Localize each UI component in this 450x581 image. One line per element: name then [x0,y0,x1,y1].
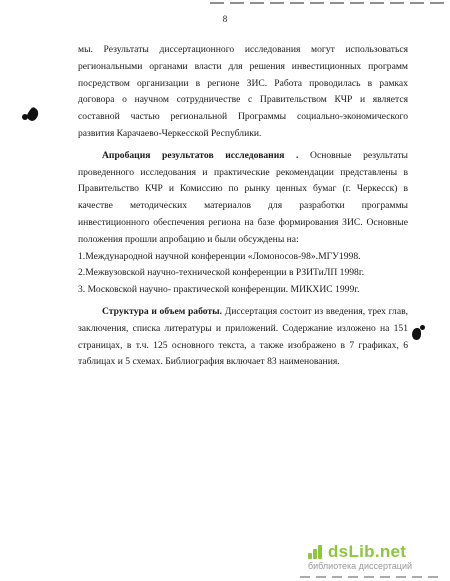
paragraph-text: Диссертация состоит из введения, трех глав, заключения, списка литературы и приложений. Содержание изложено на 151 страницах, в т.ч. 125 основного текста, а также изображено в 7 графиках, 6 таблицах и 5 схемах. Библиография включает 83 наименования. [78,305,409,368]
scan-bottom-edge [300,576,440,578]
list-item-text: 3. Московской научно- практической конференции. МИКХИС 1999г. [78,284,360,296]
list-item-conference-3 [78,282,408,299]
page-number: 8 [222,14,228,24]
paragraph-text: Основные результаты проведенного исследования и практические рекомендации представлены в Правительство КЧР и Комиссию по рынку ценных бумаг (г. Черкесск) в качестве методических материалов для разработки программы инвестиционного обеспечения региона на базе формирования ЗИС. Основные положения прошли апробацию и были обсуждены на: [78,149,408,245]
section-heading-structure: Структура и объем работы. [102,305,223,317]
watermark-logo [308,542,436,562]
section-heading-approbation: Апробация результатов исследования . [102,149,299,161]
ink-blot [420,325,425,330]
ink-blot [412,328,421,340]
list-item-text: 1.Международной научной конференции «Ломоносов-98».МГУ1998. [78,250,361,262]
watermark-tagline: библиотека диссертаций [308,561,413,571]
list-item-conference-2 [78,265,408,282]
list-item-text: 2.Межвузовской научно-технической конференции в РЗИТиЛП 1998г. [78,267,365,279]
dslib-watermark[interactable] [308,542,436,571]
ink-blot [22,114,28,120]
paragraph-approbation [78,148,408,249]
paragraph-structure [78,304,408,371]
bar-chart-icon [308,545,324,559]
body-text [78,42,408,371]
list-item-conference-1 [78,249,408,266]
scan-top-edge [210,2,446,4]
watermark-brand: dsLib.net [328,542,407,561]
paragraph-intro-continuation [78,42,408,143]
paragraph-text: мы. Результаты диссертационного исследования могут использоваться региональными органами власти для решения инвестиционных программ посредством организации в регионе ЗИС. Работа проводилась в рамках договора о научном сотрудничестве с Правительством КЧР и является составной частью региональной Программы социально-экономического развития Карачаево-Черкесской Республики. [78,44,408,139]
